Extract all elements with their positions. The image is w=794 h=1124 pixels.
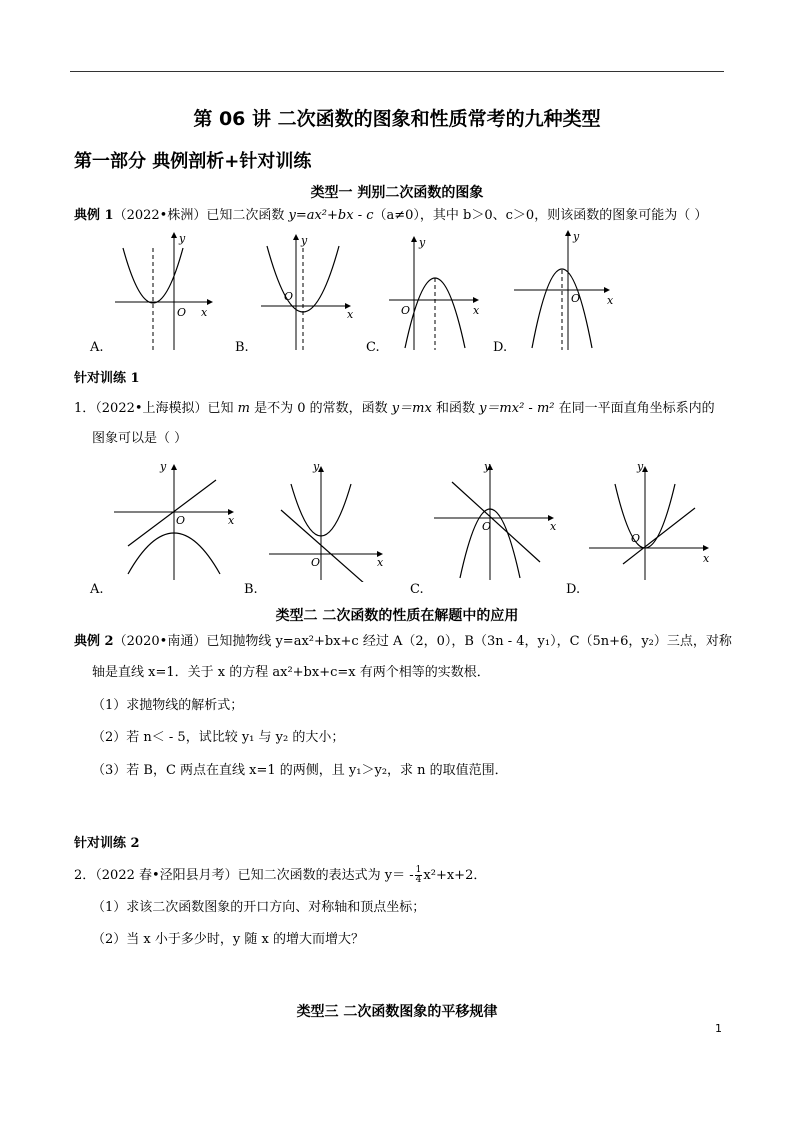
- question2-sub2: （2）当 x 小于多少时，y 随 x 的增大而增大？: [92, 932, 364, 947]
- header-rule: [70, 71, 724, 72]
- origin-label: O: [631, 532, 641, 545]
- graph-ex1-c: [385, 228, 495, 353]
- part-heading: 第一部分 典例剖析+针对训练: [74, 151, 312, 172]
- fraction-denominator: 4: [415, 875, 422, 885]
- q1-t3: 和函数: [431, 401, 480, 416]
- origin-label: O: [482, 520, 492, 533]
- ex1-option-c: C.: [366, 340, 380, 355]
- q1-f1: y＝mx: [391, 401, 432, 416]
- x-arrow: [604, 287, 610, 293]
- ex1-option-d: D.: [493, 340, 508, 355]
- t1-option-d: D.: [566, 582, 581, 597]
- example1-source: （2022•株洲）: [113, 208, 207, 223]
- x-label: x: [703, 552, 710, 565]
- example2-text1: （2020•南通）已知抛物线 y=ax²+bx+c 经过 A（2，0），B（3n - 4，y₁），C（5n+6，y₂）三点，对称: [113, 634, 732, 649]
- example2-label: 典例 2: [74, 634, 114, 649]
- q1-t2: 是不为 0 的常数，函数: [249, 401, 392, 416]
- type1-heading: 类型一 判别二次函数的图象: [310, 185, 484, 201]
- q1-t1: 1．（2022•上海模拟）已知: [74, 401, 238, 416]
- origin-label: O: [284, 290, 294, 303]
- origin-label: O: [177, 306, 187, 319]
- line: [281, 510, 365, 582]
- x-arrow: [703, 545, 709, 551]
- y-arrow: [171, 464, 177, 470]
- example1-t2: （a≠0），其中 b＞0、c＞0，则该函数的图象可能为（ ）: [373, 208, 708, 223]
- question1-line1: [74, 400, 715, 418]
- x-label: x: [550, 520, 557, 533]
- example1-text: [74, 207, 707, 225]
- t1-option-b: B.: [244, 582, 258, 597]
- line: [128, 480, 216, 546]
- question1-line2: 图象可以是（ ）: [92, 431, 188, 446]
- fraction-numerator: 1: [415, 865, 422, 875]
- x-arrow: [473, 297, 479, 303]
- q1-f2: y＝mx² - m²: [479, 401, 555, 416]
- y-arrow: [565, 230, 571, 236]
- example2-sub1: （1）求抛物线的解析式；: [92, 698, 244, 713]
- y-label: y: [573, 230, 580, 243]
- graph-t1-c: [430, 460, 565, 582]
- page-title: 第 06 讲 二次函数的图象和性质常考的九种类型: [193, 108, 601, 130]
- y-label: y: [419, 236, 426, 249]
- x-label: x: [473, 304, 480, 317]
- q1-t4: 在同一平面直角坐标系内的: [554, 401, 715, 416]
- graph-t1-a: [110, 462, 245, 582]
- q1-m: m: [237, 401, 250, 416]
- example2-line2: 轴是直线 x=1．关于 x 的方程 ax²+bx+c=x 有两个相等的实数根．: [92, 665, 490, 680]
- question2-line: [74, 866, 486, 885]
- page-number: 1: [715, 1022, 722, 1035]
- y-label: y: [301, 234, 308, 247]
- graph-ex1-b: [255, 228, 365, 353]
- y-arrow: [293, 234, 299, 240]
- ex1-option-a: A.: [90, 340, 104, 355]
- ex1-option-b: B.: [235, 340, 249, 355]
- y-arrow: [171, 232, 177, 238]
- example1-label: 典例 1: [74, 208, 114, 223]
- y-label: y: [179, 232, 186, 245]
- origin-label: O: [176, 514, 186, 527]
- example2-sub3: （3）若 B，C 两点在直线 x=1 的两侧，且 y₁＞y₂，求 n 的取值范围．: [92, 763, 508, 778]
- graph-ex1-d: [510, 228, 620, 353]
- y-label: y: [637, 462, 644, 473]
- example1-formula: y=ax²+bx - c: [288, 208, 374, 223]
- x-arrow: [207, 299, 213, 305]
- q2-t2: x²+x+2．: [423, 868, 487, 883]
- t1-option-a: A.: [90, 582, 104, 597]
- x-label: x: [201, 306, 208, 319]
- example1-t1: 已知二次函数: [206, 208, 289, 223]
- x-label: x: [228, 514, 235, 527]
- y-label: y: [160, 462, 167, 473]
- t1-option-c: C.: [410, 582, 424, 597]
- x-label: x: [347, 308, 354, 321]
- y-label: y: [484, 460, 491, 473]
- fraction: [415, 866, 423, 885]
- x-label: x: [377, 556, 384, 569]
- y-arrow: [411, 236, 417, 242]
- type2-heading: 类型二 二次函数的性质在解题中的应用: [275, 608, 519, 624]
- q2-t1: 2．（2022 春•泾阳县月考）已知二次函数的表达式为 y＝ -: [74, 868, 414, 883]
- example2-line1: [74, 633, 732, 651]
- question2-sub1: （1）求该二次函数图象的开口方向、对称轴和顶点坐标；: [92, 900, 426, 915]
- origin-label: O: [571, 292, 581, 305]
- graph-t1-b: [265, 462, 395, 582]
- x-label: x: [607, 294, 614, 307]
- graph-t1-d: [585, 462, 715, 582]
- type3-heading: 类型三 二次函数图象的平移规律: [296, 1004, 498, 1020]
- origin-label: O: [311, 556, 321, 569]
- origin-label: O: [401, 304, 411, 317]
- example2-sub2: （2）若 n＜ - 5，试比较 y₁ 与 y₂ 的大小；: [92, 730, 345, 745]
- training1-label: 针对训练 1: [74, 371, 140, 386]
- graph-ex1-a: [95, 228, 225, 353]
- training2-label: 针对训练 2: [74, 836, 140, 851]
- line: [452, 482, 540, 562]
- y-label: y: [313, 462, 320, 473]
